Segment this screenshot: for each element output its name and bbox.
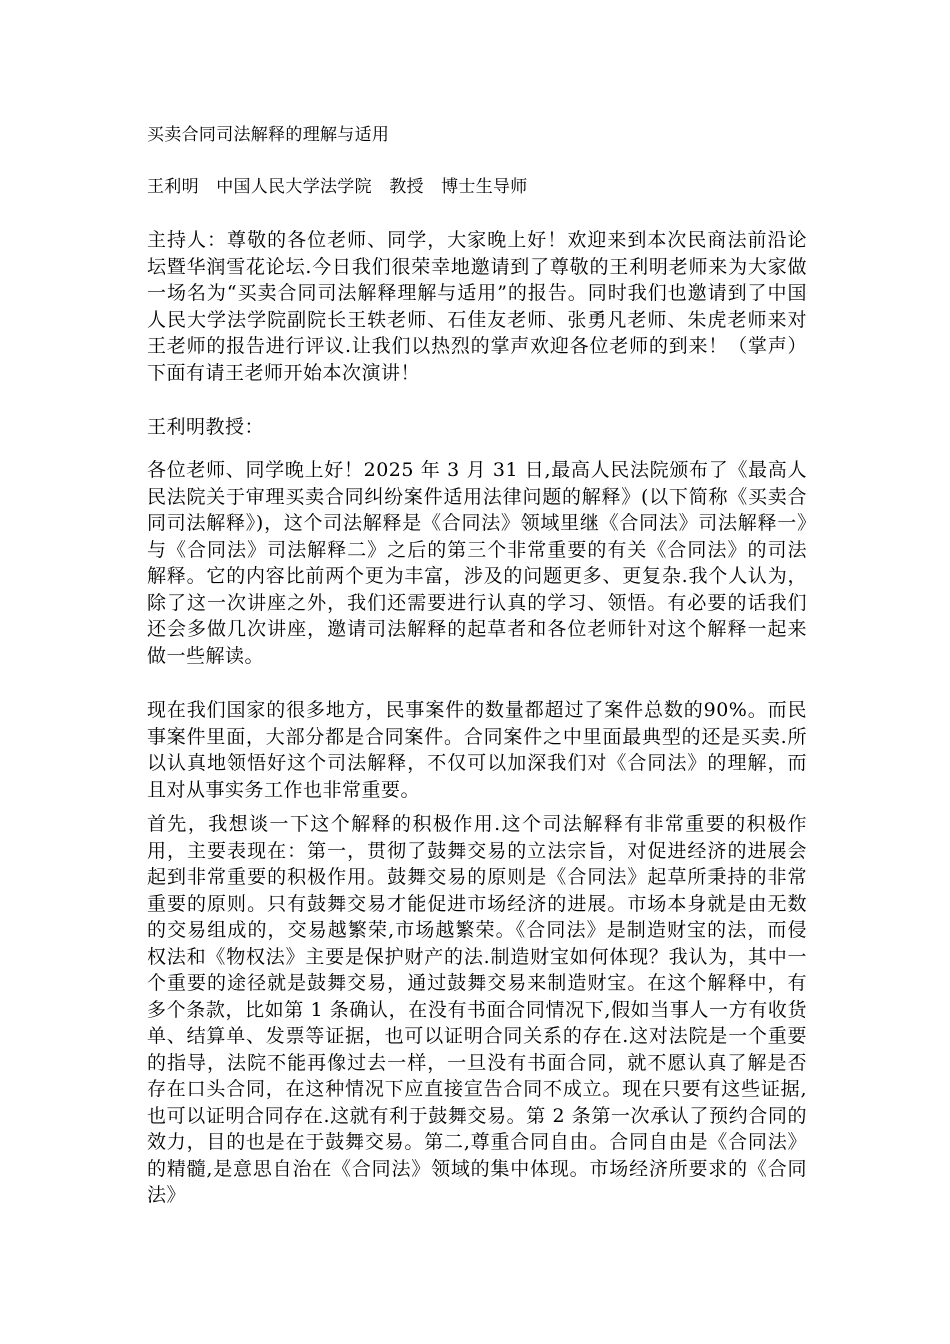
body-paragraph: 现在我们国家的很多地方，民事案件的数量都超过了案件总数的90%。而民事案件里面，大部分都是合同案件。合同案件之中里面最典型的还是买卖.所以认真地领悟好这个司法解释，不仅可以加深我们对《合同法》的理解，而且对从事实务工作也非常重要。 xyxy=(147,699,807,801)
author-line: 王利明 中国人民大学法学院 教授 博士生导师 xyxy=(147,177,528,197)
body-paragraph: 各位老师、同学晚上好！2025 年 3 月 31 日,最高人民法院颁布了《最高人民法院关于审理买卖合同纠纷案件适用法律问题的解释》(以下简称《买卖合同司法解释》)，这个司法解释是《合同法》领域里继《合同法》司法解释一》与《合同法》司法解释二》之后的第三个非常重要的有关《合同法》的司法解释。它的内容比前两个更为丰富，涉及的问题更多、更复杂.我个人认为，除了这一次讲座之外，我们还需要进行认真的学习、领悟。有必要的话我们还会多做几次讲座，邀请司法解释的起草者和各位老师针对这个解释一起来做一些解读。 xyxy=(147,459,807,667)
host-paragraph: 主持人：尊敬的各位老师、同学，大家晚上好！欢迎来到本次民商法前沿论坛暨华润雪花论坛.今日我们很荣幸地邀请到了尊敬的王利明老师来为大家做一场名为“买卖合同司法解释理解与适用”的报告。同时我们也邀请到了中国人民大学法学院副院长王轶老师、石佳友老师、张勇凡老师、朱虎老师来对王老师的报告进行评议.让我们以热烈的掌声欢迎各位老师的到来！（掌声）下面有请王老师开始本次演讲！ xyxy=(147,229,807,384)
body-paragraph: 首先，我想谈一下这个解释的积极作用.这个司法解释有非常重要的积极作用，主要表现在：第一，贯彻了鼓舞交易的立法宗旨，对促进经济的进展会起到非常重要的积极作用。鼓舞交易的原则是《合同法》起草所秉持的非常重要的原则。只有鼓舞交易才能促进市场经济的进展。市场本身就是由无数的交易组成的，交易越繁荣,市场越繁荣。《合同法》是制造财宝的法，而侵权法和《物权法》主要是保护财产的法.制造财宝如何体现？我认为，其中一个重要的途径就是鼓舞交易，通过鼓舞交易来制造财宝。在这个解释中，有多个条款，比如第 1 条确认，在没有书面合同情况下,假如当事人一方有收货单、结算单、发票等证据，也可以证明合同关系的存在.这对法院是一个重要的指导，法院不能再像过去一样，一旦没有书面合同，就不愿认真了解是否存在口头合同，在这种情况下应直接宣告合同不成立。现在只要有这些证据,也可以证明合同存在.这就有利于鼓舞交易。第 2 条第一次承认了预约合同的效力，目的也是在于鼓舞交易。第二,尊重合同自由。合同自由是《合同法》的精髓,是意思自治在《合同法》领域的集中体现。市场经济所要求的《合同法》 xyxy=(147,813,807,1206)
speaker-label: 王利明教授： xyxy=(147,416,265,438)
document-title: 买卖合同司法解释的理解与适用 xyxy=(147,125,390,145)
